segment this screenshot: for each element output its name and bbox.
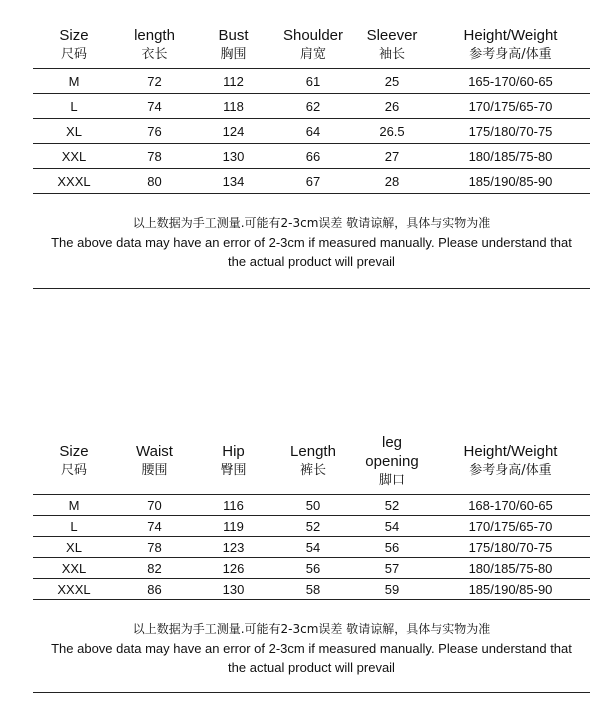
length-cell: 58 xyxy=(273,579,353,600)
size-cell: XL xyxy=(33,119,115,144)
table-row xyxy=(33,69,590,94)
table-row xyxy=(33,558,590,579)
note-chinese: 以上数据为手工测量.可能有2-3cm误差 敬请谅解，具体与实物为准 xyxy=(132,622,491,636)
pants-header-leg-opening: leg opening 脚口 xyxy=(353,428,431,495)
size-cell: XXXL xyxy=(33,579,115,600)
leg-opening-cell: 57 xyxy=(353,558,431,579)
size-cell: XXL xyxy=(33,144,115,169)
note-chinese: 以上数据为手工测量.可能有2-3cm误差 敬请谅解，具体与实物为准 xyxy=(132,216,491,230)
length-cell: 80 xyxy=(115,169,194,194)
length-cell: 72 xyxy=(115,69,194,94)
height-weight-cell: 170/175/65-70 xyxy=(431,516,590,537)
pants-header-height-weight: Height/Weight 参考身高/体重 xyxy=(431,428,590,495)
height-weight-cell: 175/180/70-75 xyxy=(431,537,590,558)
tops-header-bust: Bust 胸围 xyxy=(194,22,273,69)
size-cell: XL xyxy=(33,537,115,558)
pants-header-length: Length 裤长 xyxy=(273,428,353,495)
waist-cell: 78 xyxy=(115,537,194,558)
pants-header-row xyxy=(33,428,590,495)
length-cell: 74 xyxy=(115,94,194,119)
bust-cell: 130 xyxy=(194,144,273,169)
table-row xyxy=(33,516,590,537)
pants-measurement-note xyxy=(33,620,590,677)
note-english-line-2: the actual product will prevail xyxy=(228,254,395,269)
shoulder-cell: 61 xyxy=(273,69,353,94)
table-row xyxy=(33,579,590,600)
tops-size-section xyxy=(0,0,607,300)
tops-header-length: length 衣长 xyxy=(115,22,194,69)
hip-cell: 119 xyxy=(194,516,273,537)
sleeve-cell: 26 xyxy=(353,94,431,119)
waist-cell: 70 xyxy=(115,495,194,516)
tops-header-row xyxy=(33,22,590,69)
table-row xyxy=(33,119,590,144)
table-row xyxy=(33,144,590,169)
sleeve-cell: 28 xyxy=(353,169,431,194)
height-weight-cell: 185/190/85-90 xyxy=(431,579,590,600)
tops-header-shoulder: Shoulder 肩宽 xyxy=(273,22,353,69)
hip-cell: 116 xyxy=(194,495,273,516)
waist-cell: 86 xyxy=(115,579,194,600)
height-weight-cell: 185/190/85-90 xyxy=(431,169,590,194)
height-weight-cell: 175/180/70-75 xyxy=(431,119,590,144)
waist-cell: 74 xyxy=(115,516,194,537)
height-weight-cell: 168-170/60-65 xyxy=(431,495,590,516)
sleeve-cell: 27 xyxy=(353,144,431,169)
pants-size-table xyxy=(33,428,590,600)
bust-cell: 112 xyxy=(194,69,273,94)
leg-opening-cell: 52 xyxy=(353,495,431,516)
size-cell: XXL xyxy=(33,558,115,579)
table-row xyxy=(33,169,590,194)
table-row xyxy=(33,537,590,558)
sleeve-cell: 26.5 xyxy=(353,119,431,144)
bust-cell: 118 xyxy=(194,94,273,119)
length-cell: 52 xyxy=(273,516,353,537)
length-cell: 56 xyxy=(273,558,353,579)
note-english-line-1: The above data may have an error of 2-3cm if measured manually. Please understand that xyxy=(51,235,572,250)
pants-header-waist: Waist 腰围 xyxy=(115,428,194,495)
table-row xyxy=(33,94,590,119)
note-english-line-2: the actual product will prevail xyxy=(228,660,395,675)
pants-header-hip: Hip 臀围 xyxy=(194,428,273,495)
pants-size-section xyxy=(0,418,607,719)
size-cell: L xyxy=(33,516,115,537)
hip-cell: 123 xyxy=(194,537,273,558)
waist-cell: 82 xyxy=(115,558,194,579)
note-english-line-1: The above data may have an error of 2-3cm if measured manually. Please understand that xyxy=(51,641,572,656)
bust-cell: 124 xyxy=(194,119,273,144)
length-cell: 54 xyxy=(273,537,353,558)
table-row xyxy=(33,495,590,516)
tops-header-size: Size 尺码 xyxy=(33,22,115,69)
hip-cell: 126 xyxy=(194,558,273,579)
length-cell: 76 xyxy=(115,119,194,144)
height-weight-cell: 180/185/75-80 xyxy=(431,558,590,579)
leg-opening-cell: 56 xyxy=(353,537,431,558)
tops-size-table xyxy=(33,22,590,194)
leg-opening-cell: 54 xyxy=(353,516,431,537)
height-weight-cell: 170/175/65-70 xyxy=(431,94,590,119)
sleeve-cell: 25 xyxy=(353,69,431,94)
tops-header-height-weight: Height/Weight 参考身高/体重 xyxy=(431,22,590,69)
bust-cell: 134 xyxy=(194,169,273,194)
hip-cell: 130 xyxy=(194,579,273,600)
height-weight-cell: 165-170/60-65 xyxy=(431,69,590,94)
size-cell: XXXL xyxy=(33,169,115,194)
size-cell: L xyxy=(33,94,115,119)
height-weight-cell: 180/185/75-80 xyxy=(431,144,590,169)
pants-divider xyxy=(33,692,590,693)
size-cell: M xyxy=(33,69,115,94)
shoulder-cell: 66 xyxy=(273,144,353,169)
shoulder-cell: 67 xyxy=(273,169,353,194)
shoulder-cell: 62 xyxy=(273,94,353,119)
tops-header-sleeve: Sleever 袖长 xyxy=(353,22,431,69)
length-cell: 50 xyxy=(273,495,353,516)
size-cell: M xyxy=(33,495,115,516)
leg-opening-cell: 59 xyxy=(353,579,431,600)
tops-divider xyxy=(33,288,590,289)
length-cell: 78 xyxy=(115,144,194,169)
pants-header-size: Size 尺码 xyxy=(33,428,115,495)
shoulder-cell: 64 xyxy=(273,119,353,144)
tops-measurement-note xyxy=(33,214,590,271)
